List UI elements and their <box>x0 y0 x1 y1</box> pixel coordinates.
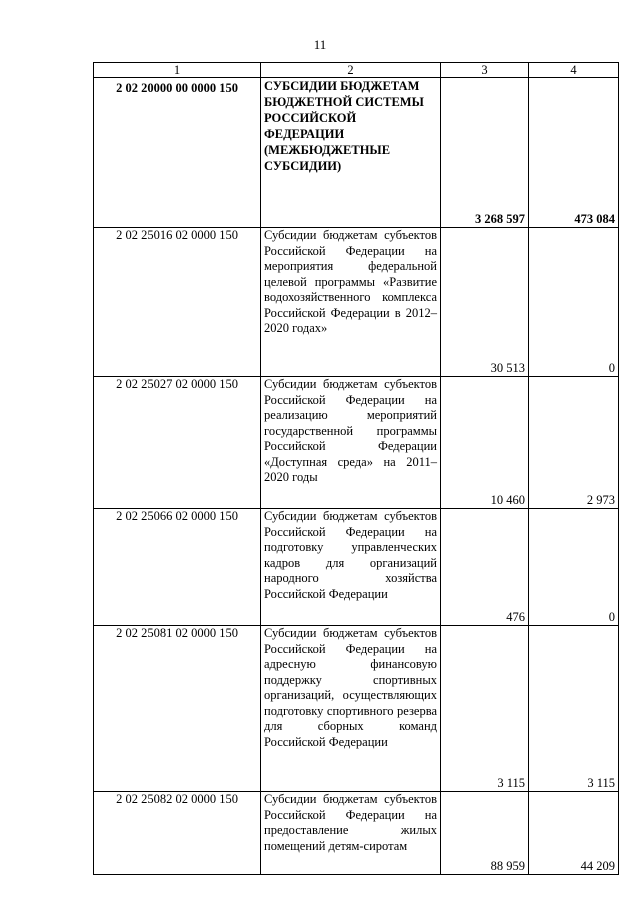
column-header-1: 1 <box>94 63 261 78</box>
table-row <box>94 509 619 626</box>
budget-code: 2 02 25066 02 0000 150 <box>94 509 261 626</box>
table-row <box>94 792 619 875</box>
budget-code: 2 02 25016 02 0000 150 <box>94 228 261 377</box>
row-name: Субсидии бюджетам субъектов Российской Федерации на реализацию мероприятий государственной программы Российской Федерации «Доступная среда» на 2011–2020 годы <box>261 377 441 509</box>
value-col3: 3 115 <box>441 626 529 792</box>
table-row <box>94 377 619 509</box>
budget-code: 2 02 25027 02 0000 150 <box>94 377 261 509</box>
row-name: Субсидии бюджетам субъектов Российской Федерации на адресную финансовую поддержку спортивных организаций, осуществляющих подготовку спортивного резерва для сборных команд Российской Федерации <box>261 626 441 792</box>
budget-code: 2 02 25082 02 0000 150 <box>94 792 261 875</box>
value-col4: 2 973 <box>529 377 619 509</box>
value-col3: 88 959 <box>441 792 529 875</box>
value-col3: 30 513 <box>441 228 529 377</box>
value-col4: 0 <box>529 509 619 626</box>
value-col4: 3 115 <box>529 626 619 792</box>
value-col4: 473 084 <box>529 78 619 228</box>
column-header-2: 2 <box>261 63 441 78</box>
value-col4: 44 209 <box>529 792 619 875</box>
table-row <box>94 626 619 792</box>
table-header-row <box>94 63 619 78</box>
budget-table <box>93 62 619 875</box>
column-header-3: 3 <box>441 63 529 78</box>
row-name: СУБСИДИИ БЮДЖЕТАМ БЮДЖЕТНОЙ СИСТЕМЫ РОССИЙСКОЙ ФЕДЕРАЦИИ (МЕЖБЮДЖЕТНЫЕ СУБСИДИИ) <box>261 78 441 228</box>
value-col3: 10 460 <box>441 377 529 509</box>
row-name: Субсидии бюджетам субъектов Российской Федерации на мероприятия федеральной целевой программы «Развитие водохозяйственного комплекса Российской Федерации в 2012–2020 годах» <box>261 228 441 377</box>
page-number: 11 <box>313 37 327 52</box>
column-header-4: 4 <box>529 63 619 78</box>
row-name: Субсидии бюджетам субъектов Российской Федерации на подготовку управленческих кадров для организаций народного хозяйства Российской Федерации <box>261 509 441 626</box>
value-col3: 3 268 597 <box>441 78 529 228</box>
table-row <box>94 228 619 377</box>
value-col4: 0 <box>529 228 619 377</box>
budget-code: 2 02 20000 00 0000 150 <box>94 78 261 228</box>
table-row <box>94 78 619 228</box>
value-col3: 476 <box>441 509 529 626</box>
budget-code: 2 02 25081 02 0000 150 <box>94 626 261 792</box>
row-name: Субсидии бюджетам субъектов Российской Федерации на предоставление жилых помещений детям-сиротам <box>261 792 441 875</box>
